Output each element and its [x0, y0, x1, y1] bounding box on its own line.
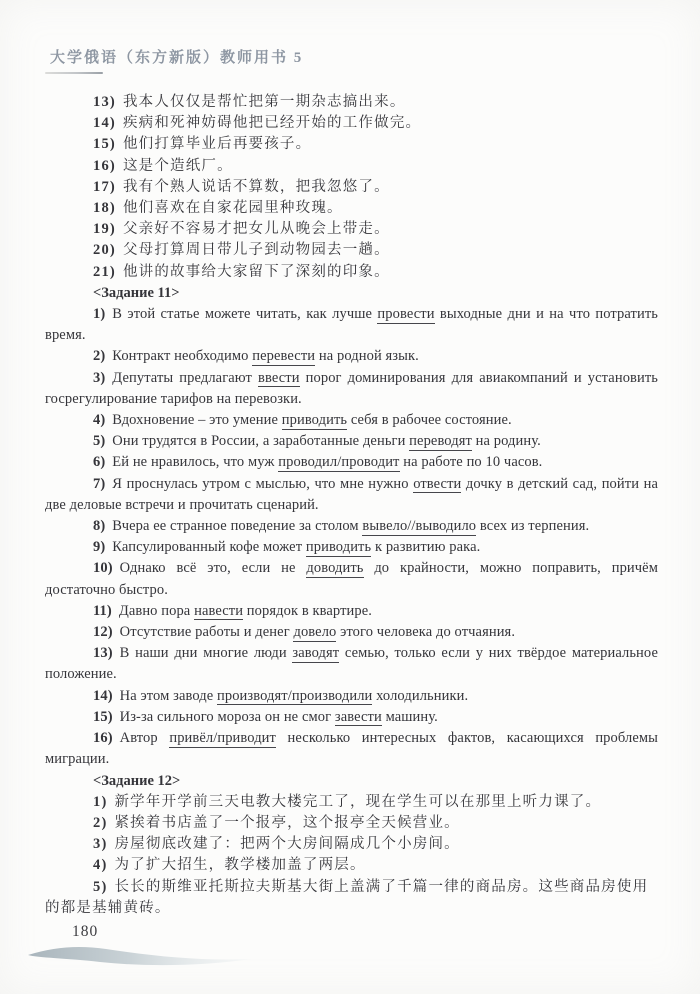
item-number: 7): [93, 475, 106, 492]
underlined-word: проводил/проводит: [278, 454, 400, 471]
underlined-word: приводить: [281, 412, 348, 429]
item-number: 12): [93, 624, 113, 641]
list-item: 21) 他讲的故事给大家留下了深刻的印象。: [93, 263, 390, 280]
list-item: 17) 我有个熟人说话不算数，把我忽悠了。: [93, 178, 390, 195]
underlined-word: доводить: [306, 560, 364, 577]
item-number: 15): [93, 136, 116, 153]
item-number: 17): [93, 178, 116, 195]
underlined-word: приводить: [305, 539, 372, 556]
list-item: 1) 新学年开学前三天电教大楼完工了，现在学生可以在那里上听力课了。: [93, 793, 602, 810]
list-item: 15) 他们打算毕业后再要孩子。: [93, 136, 312, 153]
list-item: 10) Однако всё это, если не доводить до крайности, можно поправить, причём достаточно быстро.: [45, 560, 658, 598]
list-item: 3) Депутаты предлагают ввести порог доминирования для авиакомпаний и установить госрегулирование тарифов на перевозки.: [45, 369, 658, 407]
underlined-word: завести: [334, 708, 382, 725]
item-number: 3): [93, 369, 106, 386]
list-item: 1) В этой статье можете читать, как лучше провести выходные дни и на что потратить время.: [45, 306, 658, 344]
item-number: 14): [93, 115, 116, 132]
list-item: 20) 父母打算周日带儿子到动物园去一趟。: [93, 242, 390, 259]
item-number: 16): [93, 730, 113, 747]
item-number: 20): [93, 242, 116, 259]
zadanie-11-heading: <Задание 11>: [93, 284, 180, 301]
list-item: 14) 疾病和死神妨碍他把已经开始的工作做完。: [93, 115, 422, 132]
page-header: [50, 46, 660, 67]
page-number: 180: [72, 923, 99, 940]
item-number: 9): [93, 539, 106, 556]
list-item: 16) 这是个造纸厂。: [93, 157, 233, 174]
list-item: 5) Они трудятся в России, а заработанные деньги переводят на родину.: [93, 433, 541, 450]
item-number: 1): [93, 793, 108, 810]
underlined-word: переводят: [409, 433, 472, 450]
underlined-word: заводят: [292, 645, 340, 662]
underlined-word: ввести: [258, 369, 300, 386]
book-title: 大学俄语（东方新版）教师用书 5: [50, 50, 304, 66]
item-number: 14): [93, 687, 113, 704]
underlined-word: провести: [377, 306, 435, 323]
item-number: 16): [93, 157, 116, 174]
item-number: 3): [93, 836, 108, 853]
exercise-items-top: [45, 92, 658, 283]
list-item: 13) В наши дни многие люди заводят семью, только если у них твёрдое материальное положение.: [45, 645, 658, 683]
underlined-word: вывело//выводило: [362, 518, 477, 535]
item-number: 10): [93, 560, 113, 577]
item-number: 5): [93, 433, 106, 450]
item-number: 15): [93, 708, 113, 725]
underlined-word: привёл/приводит: [169, 730, 276, 747]
item-number: 6): [93, 454, 106, 471]
list-item: 14) На этом заводе производят/производили холодильники.: [93, 687, 469, 704]
list-item: 19) 父亲好不容易才把女儿从晚会上带走。: [93, 221, 390, 238]
list-item: 2) 紧挨着书店盖了一个报亭，这个报亭全天候营业。: [93, 814, 460, 831]
list-item: 3) 房屋彻底改建了：把两个大房间隔成几个小房间。: [93, 836, 460, 853]
list-item: 18) 他们喜欢在自家花园里种玫瑰。: [93, 200, 343, 217]
list-item: 12) Отсутствие работы и денег довело этого человека до отчаяния.: [93, 624, 516, 641]
underlined-word: отвести: [413, 475, 462, 492]
list-item: 15) Из-за сильного мороза он не смог завести машину.: [93, 708, 438, 725]
underlined-word: навести: [194, 602, 244, 619]
item-number: 18): [93, 200, 116, 217]
item-number: 19): [93, 221, 116, 238]
list-item: 2) Контракт необходимо перевести на родной язык.: [93, 348, 419, 365]
item-number: 5): [93, 878, 108, 895]
zadanie-11-items: [45, 304, 658, 770]
item-number: 11): [93, 602, 112, 619]
item-number: 2): [93, 348, 106, 365]
list-item: 13) 我本人仅仅是帮忙把第一期杂志搞出来。: [93, 94, 406, 110]
item-number: 2): [93, 814, 108, 831]
item-number: 13): [93, 94, 116, 110]
item-number: 1): [93, 306, 106, 323]
zadanie-12-items: [45, 792, 658, 919]
list-item: 8) Вчера ее странное поведение за столом вывело//выводило всех из терпения.: [93, 518, 590, 535]
item-number: 4): [93, 412, 106, 429]
underlined-word: производят/производили: [217, 687, 373, 704]
underlined-word: довело: [293, 624, 337, 641]
list-item: 4) Вдохновение – это умение приводить себя в рабочее состояние.: [93, 412, 512, 429]
list-item: 4) 为了扩大招生，教学楼加盖了两层。: [93, 857, 366, 874]
list-item: 6) Ей не нравилось, что муж проводил/проводит на работе по 10 часов.: [93, 454, 543, 471]
list-item: 16) Автор привёл/приводит несколько интересных фактов, касающихся проблемы миграции.: [45, 730, 658, 768]
page-content: [45, 92, 658, 919]
item-number: 13): [93, 645, 113, 662]
header-rule-decoration: [45, 72, 103, 74]
list-item: 11) Давно пора навести порядок в квартире.: [93, 602, 373, 619]
list-item: 7) Я проснулась утром с мыслью, что мне нужно отвести дочку в детский сад, пойти на две деловые встречи и прочитать сценарий.: [45, 475, 659, 513]
list-item: 5) 长长的斯维亚托斯拉夫斯基大街上盖满了千篇一律的商品房。这些商品房使用的都是基辅黄砖。: [45, 878, 649, 916]
item-number: 21): [93, 263, 116, 280]
footer-swoosh-decoration: [26, 944, 256, 972]
item-number: 4): [93, 857, 108, 874]
list-item: 9) Капсулированный кофе может приводить к развитию рака.: [93, 539, 481, 556]
zadanie-12-heading: <Задание 12>: [93, 772, 181, 789]
underlined-word: перевести: [252, 348, 316, 365]
item-number: 8): [93, 518, 106, 535]
